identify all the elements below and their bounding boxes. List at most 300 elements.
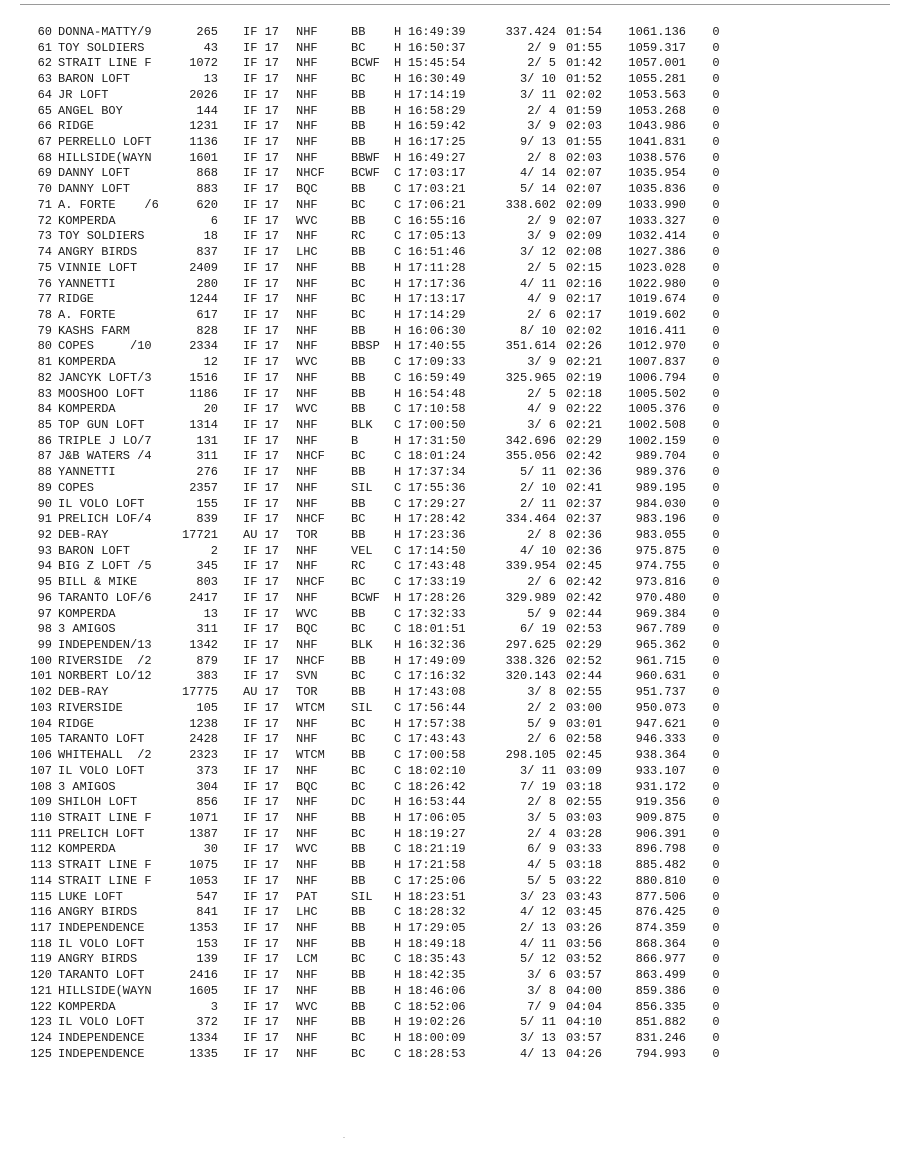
cell-band-year: IF 17 <box>243 795 280 810</box>
cell-band-number: 1072 <box>189 56 218 71</box>
cell-bird-color: BC <box>351 197 366 212</box>
cell-flight-time: 02:42 <box>566 449 603 464</box>
cell-flight-time: 03:01 <box>566 716 603 731</box>
cell-club: NHF <box>296 56 318 71</box>
cell-points: 0 <box>712 810 720 825</box>
cell-bird-color: BB <box>351 103 366 118</box>
cell-distance-or-count: 5/ 12 <box>519 952 556 967</box>
cell-sex: H <box>394 685 402 700</box>
cell-sex: C <box>394 229 402 244</box>
table-row <box>28 371 748 387</box>
cell-band-year: IF 17 <box>243 810 280 825</box>
cell-flight-time: 02:03 <box>566 119 603 134</box>
cell-flight-time: 02:29 <box>566 638 603 653</box>
cell-loft-name: ANGRY BIRDS <box>58 905 138 920</box>
cell-flight-time: 03:57 <box>566 1031 603 1045</box>
cell-club: NHF <box>296 72 318 87</box>
cell-band-year: IF 17 <box>243 386 280 401</box>
cell-loft-name: PRELICH LOF/4 <box>58 512 152 527</box>
cell-club: LHC <box>296 905 318 920</box>
cell-loft-name: IL VOLO LOFT <box>58 936 145 951</box>
cell-points: 0 <box>712 465 720 480</box>
cell-club: WVC <box>296 402 318 417</box>
cell-points: 0 <box>712 433 720 448</box>
cell-sex: H <box>394 653 402 668</box>
cell-flight-time: 01:55 <box>566 40 603 55</box>
cell-loft-name: RIDGE <box>58 292 95 307</box>
cell-flight-time: 04:04 <box>566 999 603 1014</box>
cell-loft-name: IL VOLO LOFT <box>58 763 145 778</box>
table-row <box>28 890 748 906</box>
cell-position: 88 <box>37 465 52 480</box>
cell-points: 0 <box>712 1031 720 1045</box>
cell-distance-or-count: 320.143 <box>505 669 556 684</box>
cell-bird-color: BCWF <box>351 166 380 181</box>
cell-band-year: IF 17 <box>243 480 280 495</box>
cell-position: 98 <box>37 622 52 637</box>
cell-speed: 874.359 <box>635 920 686 935</box>
cell-speed: 1033.990 <box>628 197 686 212</box>
cell-speed: 1041.831 <box>628 135 686 150</box>
cell-band-number: 311 <box>196 622 218 637</box>
cell-distance-or-count: 2/ 8 <box>527 150 556 165</box>
cell-speed: 863.499 <box>635 968 686 983</box>
cell-loft-name: ANGEL BOY <box>58 103 123 118</box>
cell-club: LCM <box>296 952 318 967</box>
cell-distance-or-count: 2/ 5 <box>527 260 556 275</box>
cell-flight-time: 04:26 <box>566 1046 603 1061</box>
cell-distance-or-count: 338.326 <box>505 653 556 668</box>
table-row <box>28 827 748 843</box>
table-row <box>28 512 748 528</box>
cell-flight-time: 02:36 <box>566 465 603 480</box>
cell-club: WVC <box>296 999 318 1014</box>
cell-sex: H <box>394 135 402 150</box>
cell-sex: C <box>394 669 402 684</box>
cell-sex: H <box>394 433 402 448</box>
cell-distance-or-count: 2/ 8 <box>527 528 556 542</box>
cell-band-number: 1353 <box>189 920 218 935</box>
cell-club: BQC <box>296 779 318 794</box>
cell-distance-or-count: 355.056 <box>505 449 556 464</box>
table-row <box>28 575 748 591</box>
table-row <box>28 654 748 670</box>
cell-bird-color: BC <box>351 292 366 307</box>
cell-position: 62 <box>37 56 52 71</box>
cell-band-number: 13 <box>203 72 218 87</box>
table-row <box>28 88 748 104</box>
cell-sex: H <box>394 968 402 983</box>
cell-loft-name: STRAIT LINE F <box>58 56 152 71</box>
table-row <box>28 119 748 135</box>
cell-sex: C <box>394 245 402 260</box>
cell-flight-time: 02:19 <box>566 370 603 385</box>
cell-distance-or-count: 4/ 9 <box>527 402 556 417</box>
cell-band-number: 1244 <box>189 292 218 307</box>
cell-speed: 885.482 <box>635 858 686 873</box>
cell-points: 0 <box>712 936 720 951</box>
cell-band-year: IF 17 <box>243 25 280 39</box>
cell-band-number: 868 <box>196 166 218 181</box>
cell-loft-name: NORBERT LO/12 <box>58 669 152 684</box>
cell-band-number: 803 <box>196 575 218 590</box>
cell-band-year: IF 17 <box>243 952 280 967</box>
table-row <box>28 952 748 968</box>
cell-position: 86 <box>37 433 52 448</box>
cell-sex: C <box>394 700 402 715</box>
cell-points: 0 <box>712 307 720 322</box>
cell-club: NHF <box>296 968 318 983</box>
cell-club: NHF <box>296 386 318 401</box>
cell-points: 0 <box>712 260 720 275</box>
cell-position: 61 <box>37 40 52 55</box>
cell-arrival-time: 17:29:05 <box>408 920 466 935</box>
cell-flight-time: 02:09 <box>566 197 603 212</box>
cell-sex: H <box>394 339 402 354</box>
cell-speed: 965.362 <box>635 638 686 653</box>
cell-arrival-time: 17:21:58 <box>408 858 466 873</box>
cell-arrival-time: 15:45:54 <box>408 56 466 71</box>
cell-points: 0 <box>712 213 720 228</box>
cell-bird-color: BB <box>351 355 366 370</box>
cell-speed: 1016.411 <box>628 323 686 338</box>
cell-distance-or-count: 3/ 8 <box>527 685 556 700</box>
cell-flight-time: 04:10 <box>566 1015 603 1030</box>
cell-position: 93 <box>37 543 52 558</box>
cell-bird-color: BB <box>351 402 366 417</box>
cell-points: 0 <box>712 842 720 857</box>
cell-loft-name: KASHS FARM <box>58 323 131 338</box>
cell-sex: H <box>394 119 402 134</box>
cell-arrival-time: 16:49:39 <box>408 25 466 39</box>
scan-speck <box>343 1137 345 1138</box>
cell-bird-color: BB <box>351 25 366 39</box>
cell-arrival-time: 17:55:36 <box>408 480 466 495</box>
cell-bird-color: DC <box>351 795 366 810</box>
cell-points: 0 <box>712 339 720 354</box>
cell-position: 63 <box>37 72 52 87</box>
cell-loft-name: VINNIE LOFT <box>58 260 138 275</box>
cell-position: 70 <box>37 182 52 197</box>
cell-bird-color: BB <box>351 920 366 935</box>
cell-distance-or-count: 3/ 9 <box>527 229 556 244</box>
cell-arrival-time: 16:59:42 <box>408 119 466 134</box>
cell-arrival-time: 17:33:19 <box>408 575 466 590</box>
cell-speed: 909.875 <box>635 810 686 825</box>
cell-points: 0 <box>712 402 720 417</box>
cell-speed: 989.704 <box>635 449 686 464</box>
cell-club: WVC <box>296 355 318 370</box>
table-row <box>28 795 748 811</box>
cell-position: 96 <box>37 590 52 605</box>
cell-loft-name: TARANTO LOF/6 <box>58 590 152 605</box>
cell-arrival-time: 17:43:08 <box>408 685 466 700</box>
cell-arrival-time: 17:43:48 <box>408 559 466 574</box>
cell-speed: 960.631 <box>635 669 686 684</box>
cell-points: 0 <box>712 858 720 873</box>
cell-flight-time: 02:03 <box>566 150 603 165</box>
cell-arrival-time: 18:46:06 <box>408 983 466 998</box>
cell-band-number: 1334 <box>189 1031 218 1045</box>
cell-flight-time: 02:37 <box>566 512 603 527</box>
cell-bird-color: RC <box>351 559 366 574</box>
cell-speed: 1059.317 <box>628 40 686 55</box>
cell-flight-time: 03:00 <box>566 700 603 715</box>
cell-sex: H <box>394 638 402 653</box>
cell-arrival-time: 17:14:19 <box>408 87 466 102</box>
cell-arrival-time: 16:17:25 <box>408 135 466 150</box>
cell-distance-or-count: 2/ 4 <box>527 826 556 841</box>
cell-distance-or-count: 2/ 9 <box>527 40 556 55</box>
cell-speed: 1022.980 <box>628 276 686 291</box>
table-row <box>28 1047 748 1063</box>
cell-sex: H <box>394 307 402 322</box>
cell-points: 0 <box>712 685 720 700</box>
cell-band-number: 304 <box>196 779 218 794</box>
cell-sex: H <box>394 386 402 401</box>
cell-flight-time: 03:03 <box>566 810 603 825</box>
cell-band-year: IF 17 <box>243 559 280 574</box>
cell-flight-time: 02:07 <box>566 166 603 181</box>
cell-band-number: 620 <box>196 197 218 212</box>
cell-bird-color: BB <box>351 245 366 260</box>
cell-band-year: IF 17 <box>243 826 280 841</box>
cell-position: 69 <box>37 166 52 181</box>
cell-club: NHF <box>296 119 318 134</box>
cell-distance-or-count: 3/ 9 <box>527 119 556 134</box>
cell-flight-time: 02:17 <box>566 307 603 322</box>
cell-sex: H <box>394 276 402 291</box>
cell-loft-name: RIVERSIDE /2 <box>58 653 152 668</box>
cell-flight-time: 03:56 <box>566 936 603 951</box>
cell-loft-name: COPES /10 <box>58 339 152 354</box>
cell-arrival-time: 17:43:43 <box>408 732 466 747</box>
cell-points: 0 <box>712 763 720 778</box>
cell-arrival-time: 16:30:49 <box>408 72 466 87</box>
cell-club: NHCF <box>296 166 325 181</box>
cell-sex: H <box>394 260 402 275</box>
table-row <box>28 1015 748 1031</box>
cell-points: 0 <box>712 386 720 401</box>
cell-band-year: IF 17 <box>243 213 280 228</box>
cell-position: 94 <box>37 559 52 574</box>
cell-position: 67 <box>37 135 52 150</box>
cell-arrival-time: 17:14:29 <box>408 307 466 322</box>
cell-arrival-time: 16:51:46 <box>408 245 466 260</box>
cell-distance-or-count: 2/ 6 <box>527 732 556 747</box>
cell-band-year: IF 17 <box>243 763 280 778</box>
cell-position: 84 <box>37 402 52 417</box>
cell-sex: C <box>394 622 402 637</box>
cell-points: 0 <box>712 590 720 605</box>
cell-position: 99 <box>37 638 52 653</box>
cell-bird-color: BC <box>351 449 366 464</box>
cell-bird-color: BB <box>351 135 366 150</box>
cell-band-year: IF 17 <box>243 229 280 244</box>
cell-flight-time: 02:44 <box>566 606 603 621</box>
cell-points: 0 <box>712 417 720 432</box>
cell-distance-or-count: 4/ 5 <box>527 858 556 873</box>
cell-flight-time: 03:18 <box>566 779 603 794</box>
cell-distance-or-count: 337.424 <box>505 25 556 39</box>
cell-band-number: 828 <box>196 323 218 338</box>
cell-loft-name: IL VOLO LOFT <box>58 1015 145 1030</box>
cell-arrival-time: 16:54:48 <box>408 386 466 401</box>
cell-position: 81 <box>37 355 52 370</box>
cell-bird-color: BC <box>351 669 366 684</box>
cell-distance-or-count: 3/ 8 <box>527 983 556 998</box>
cell-loft-name: STRAIT LINE F <box>58 810 152 825</box>
cell-band-number: 856 <box>196 795 218 810</box>
cell-distance-or-count: 4/ 11 <box>519 936 556 951</box>
cell-loft-name: BARON LOFT <box>58 72 131 87</box>
cell-band-number: 1601 <box>189 150 218 165</box>
cell-flight-time: 02:53 <box>566 622 603 637</box>
cell-position: 60 <box>37 25 52 39</box>
cell-sex: C <box>394 417 402 432</box>
cell-arrival-time: 17:14:50 <box>408 543 466 558</box>
table-row <box>28 968 748 984</box>
table-row <box>28 842 748 858</box>
cell-position: 104 <box>30 716 52 731</box>
cell-club: NHCF <box>296 653 325 668</box>
cell-bird-color: BB <box>351 1015 366 1030</box>
cell-speed: 983.055 <box>635 528 686 542</box>
cell-speed: 794.993 <box>635 1046 686 1061</box>
cell-sex: H <box>394 810 402 825</box>
cell-band-year: IF 17 <box>243 590 280 605</box>
cell-distance-or-count: 2/ 6 <box>527 575 556 590</box>
table-row <box>28 355 748 371</box>
cell-arrival-time: 17:06:21 <box>408 197 466 212</box>
cell-flight-time: 02:21 <box>566 417 603 432</box>
cell-loft-name: A. FORTE <box>58 307 116 322</box>
cell-band-number: 43 <box>203 40 218 55</box>
cell-sex: C <box>394 402 402 417</box>
cell-bird-color: BB <box>351 999 366 1014</box>
cell-speed: 876.425 <box>635 905 686 920</box>
cell-loft-name: KOMPERDA <box>58 213 116 228</box>
cell-speed: 1027.386 <box>628 245 686 260</box>
cell-points: 0 <box>712 480 720 495</box>
cell-sex: H <box>394 323 402 338</box>
cell-band-year: IF 17 <box>243 245 280 260</box>
cell-bird-color: SIL <box>351 700 373 715</box>
table-row <box>28 1000 748 1016</box>
cell-speed: 1005.376 <box>628 402 686 417</box>
cell-arrival-time: 17:29:27 <box>408 496 466 511</box>
cell-flight-time: 02:18 <box>566 386 603 401</box>
table-row <box>28 229 748 245</box>
table-row <box>28 56 748 72</box>
cell-position: 103 <box>30 700 52 715</box>
cell-distance-or-count: 9/ 13 <box>519 135 556 150</box>
cell-flight-time: 02:22 <box>566 402 603 417</box>
table-row <box>28 858 748 874</box>
cell-sex: H <box>394 25 402 39</box>
table-row <box>28 481 748 497</box>
cell-club: NHCF <box>296 575 325 590</box>
cell-band-year: IF 17 <box>243 292 280 307</box>
cell-arrival-time: 18:01:51 <box>408 622 466 637</box>
table-row <box>28 764 748 780</box>
cell-position: 115 <box>30 889 52 904</box>
cell-points: 0 <box>712 135 720 150</box>
cell-speed: 969.384 <box>635 606 686 621</box>
cell-band-year: IF 17 <box>243 449 280 464</box>
cell-speed: 970.480 <box>635 590 686 605</box>
cell-flight-time: 02:17 <box>566 292 603 307</box>
cell-sex: H <box>394 512 402 527</box>
cell-band-year: IF 17 <box>243 1015 280 1030</box>
cell-band-year: IF 17 <box>243 135 280 150</box>
cell-band-number: 265 <box>196 25 218 39</box>
cell-flight-time: 02:02 <box>566 323 603 338</box>
cell-band-number: 383 <box>196 669 218 684</box>
cell-speed: 989.376 <box>635 465 686 480</box>
cell-flight-time: 03:09 <box>566 763 603 778</box>
cell-band-number: 883 <box>196 182 218 197</box>
cell-loft-name: COPES <box>58 480 95 495</box>
cell-bird-color: BB <box>351 685 366 700</box>
cell-sex: C <box>394 763 402 778</box>
cell-loft-name: RIDGE <box>58 716 95 731</box>
cell-flight-time: 02:07 <box>566 182 603 197</box>
cell-speed: 868.364 <box>635 936 686 951</box>
cell-club: NHF <box>296 229 318 244</box>
cell-distance-or-count: 5/ 11 <box>519 1015 556 1030</box>
cell-band-year: IF 17 <box>243 858 280 873</box>
cell-points: 0 <box>712 512 720 527</box>
cell-sex: C <box>394 370 402 385</box>
cell-sex: C <box>394 182 402 197</box>
cell-arrival-time: 17:37:34 <box>408 465 466 480</box>
cell-sex: C <box>394 449 402 464</box>
cell-loft-name: STRAIT LINE F <box>58 858 152 873</box>
cell-position: 108 <box>30 779 52 794</box>
cell-speed: 950.073 <box>635 700 686 715</box>
cell-flight-time: 01:54 <box>566 25 603 39</box>
cell-speed: 1055.281 <box>628 72 686 87</box>
cell-club: NHF <box>296 496 318 511</box>
cell-club: TOR <box>296 528 318 542</box>
cell-arrival-time: 17:17:36 <box>408 276 466 291</box>
cell-speed: 967.789 <box>635 622 686 637</box>
cell-flight-time: 02:09 <box>566 229 603 244</box>
cell-position: 75 <box>37 260 52 275</box>
cell-bird-color: BC <box>351 1031 366 1045</box>
cell-position: 71 <box>37 197 52 212</box>
cell-position: 116 <box>30 905 52 920</box>
cell-band-year: IF 17 <box>243 103 280 118</box>
cell-band-year: IF 17 <box>243 748 280 763</box>
cell-bird-color: BLK <box>351 638 373 653</box>
cell-band-year: IF 17 <box>243 512 280 527</box>
cell-arrival-time: 17:00:58 <box>408 748 466 763</box>
cell-distance-or-count: 2/ 5 <box>527 386 556 401</box>
cell-club: NHF <box>296 40 318 55</box>
cell-club: NHCF <box>296 449 325 464</box>
cell-speed: 1032.414 <box>628 229 686 244</box>
cell-loft-name: TOY SOLDIERS <box>58 40 145 55</box>
cell-distance-or-count: 334.464 <box>505 512 556 527</box>
cell-position: 124 <box>30 1031 52 1045</box>
cell-bird-color: BB <box>351 653 366 668</box>
cell-sex: C <box>394 575 402 590</box>
table-row <box>28 387 748 403</box>
cell-points: 0 <box>712 795 720 810</box>
cell-speed: 1035.954 <box>628 166 686 181</box>
